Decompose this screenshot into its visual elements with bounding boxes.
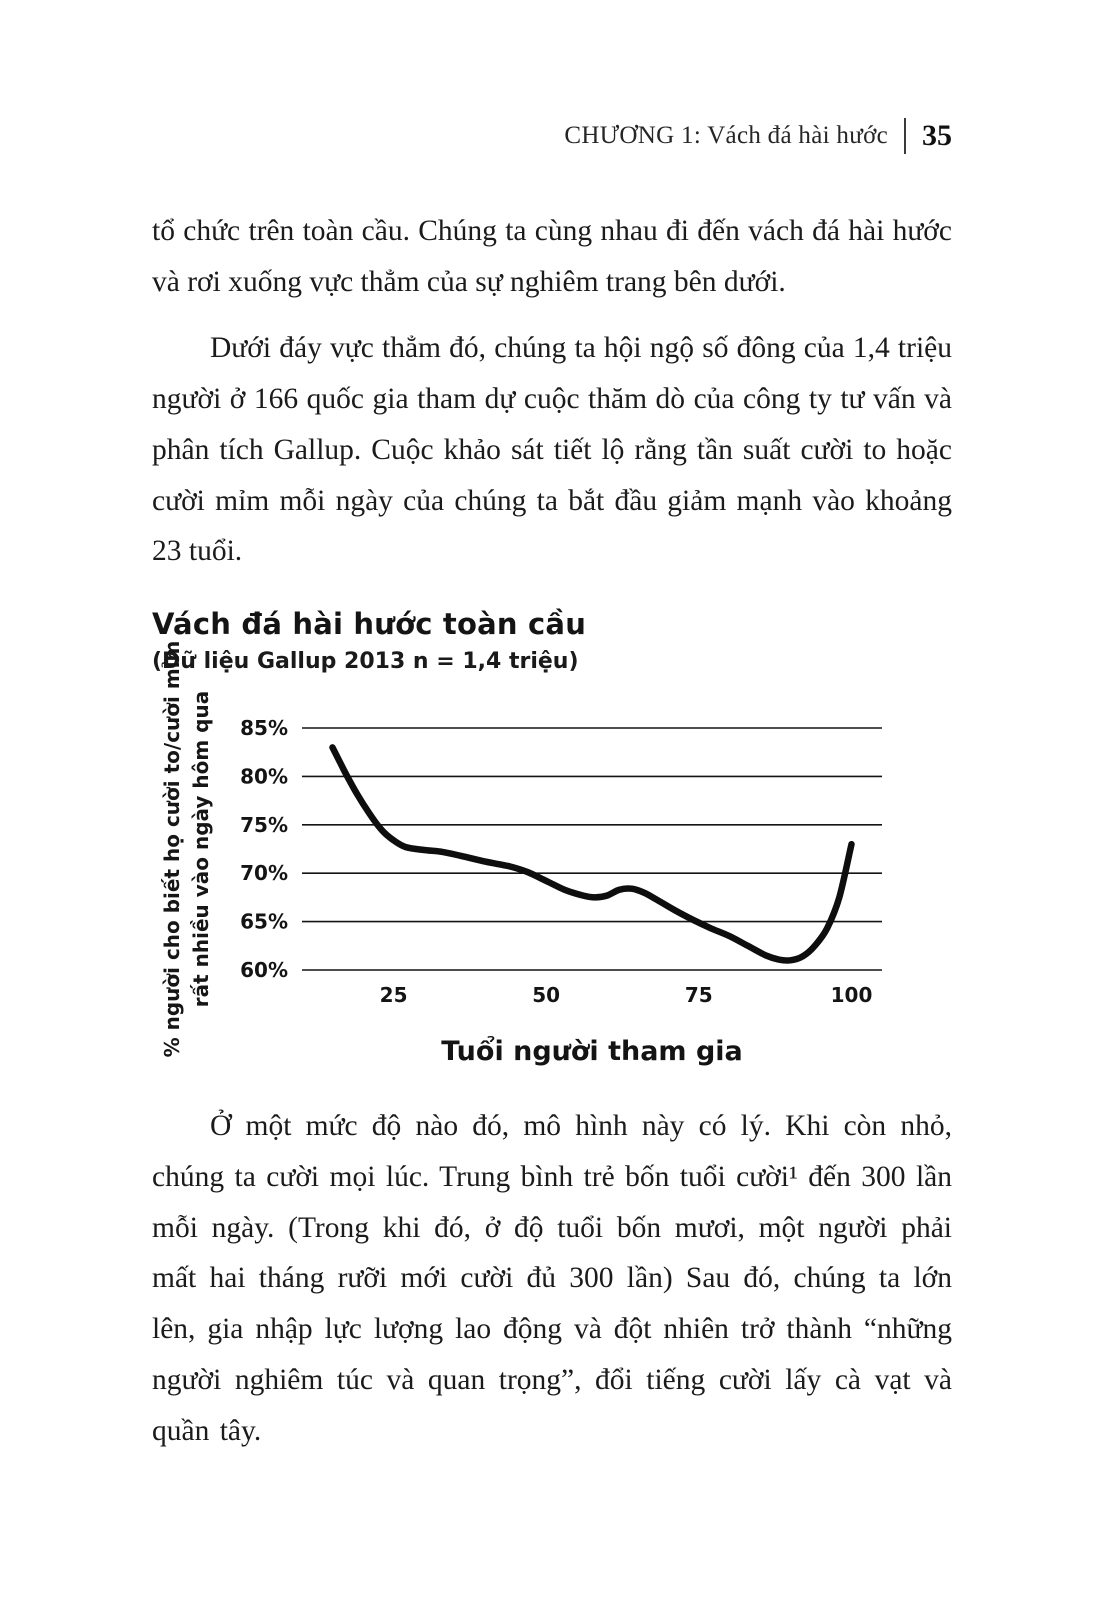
paragraph-3: Ở một mức độ nào đó, mô hình này có lý. Khi còn nhỏ, chúng ta cười mọi lúc. Trung bình trẻ bốn tuổi cười¹ đến 300 lần mỗi ngày. (Trong khi đó, ở độ tuổi bốn mươi, một người phải mất hai tháng rưỡi mới cười đủ 300 lần) Sau đó, chúng ta lớn lên, gia nhập lực lượng lao động và đột nhiên trở thành “những người nghiêm túc và quan trọng”, đổi tiếng cười lấy cà vạt và quần tây. bbox=[152, 1110, 952, 1447]
x-tick-label: 100 bbox=[830, 983, 873, 1008]
page-number: 35 bbox=[922, 119, 952, 152]
chart-subtitle: (Dữ liệu Gallup 2013 n = 1,4 triệu) bbox=[152, 649, 579, 675]
x-tick-label: 50 bbox=[532, 983, 561, 1008]
body-text-after-chart bbox=[152, 1101, 952, 1456]
y-tick-label: 75% bbox=[240, 812, 288, 837]
chart-block bbox=[152, 607, 952, 1067]
paragraph-2: Dưới đáy vực thẳm đó, chúng ta hội ngộ số đông của 1,4 triệu người ở 166 quốc gia tham dự cuộc thăm dò của công ty tư vấn và phân tích Gallup. Cuộc khảo sát tiết lộ rằng tần suất cười to hoặc cười mỉm mỗi ngày của chúng ta bắt đầu giảm mạnh vào khoảng 23 tuổi. bbox=[152, 332, 952, 568]
header-divider bbox=[904, 118, 906, 154]
x-axis-label: Tuổi người tham gia bbox=[441, 1036, 743, 1068]
y-axis-label-column bbox=[152, 640, 222, 1058]
chart-title: Vách đá hài hước toàn cầu bbox=[152, 607, 587, 642]
y-tick-label: 85% bbox=[240, 716, 288, 741]
laughter-frequency-curve bbox=[333, 748, 852, 961]
y-tick-label: 60% bbox=[240, 958, 288, 983]
y-tick-label: 65% bbox=[240, 909, 288, 934]
y-axis-label-line-2: rất nhiều vào ngày hôm qua bbox=[189, 690, 213, 1008]
paragraph-1: tổ chức trên toàn cầu. Chúng ta cùng nhau đi đến vách đá hài hước và rơi xuống vực thẳm của sự nghiêm trang bên dưới. bbox=[152, 215, 952, 298]
y-axis-label bbox=[158, 609, 216, 1089]
y-tick-label: 70% bbox=[240, 861, 288, 886]
running-header bbox=[152, 118, 952, 154]
body-text bbox=[152, 206, 952, 577]
y-tick-label: 80% bbox=[240, 764, 288, 789]
chapter-title: CHƯƠNG 1: Vách đá hài hước bbox=[564, 122, 888, 149]
x-tick-label: 25 bbox=[379, 983, 408, 1008]
y-axis-label-line-1: % người cho biết họ cười to/cười mỉm bbox=[160, 640, 184, 1058]
x-tick-label: 75 bbox=[684, 983, 713, 1008]
chart-svg bbox=[222, 700, 922, 1030]
